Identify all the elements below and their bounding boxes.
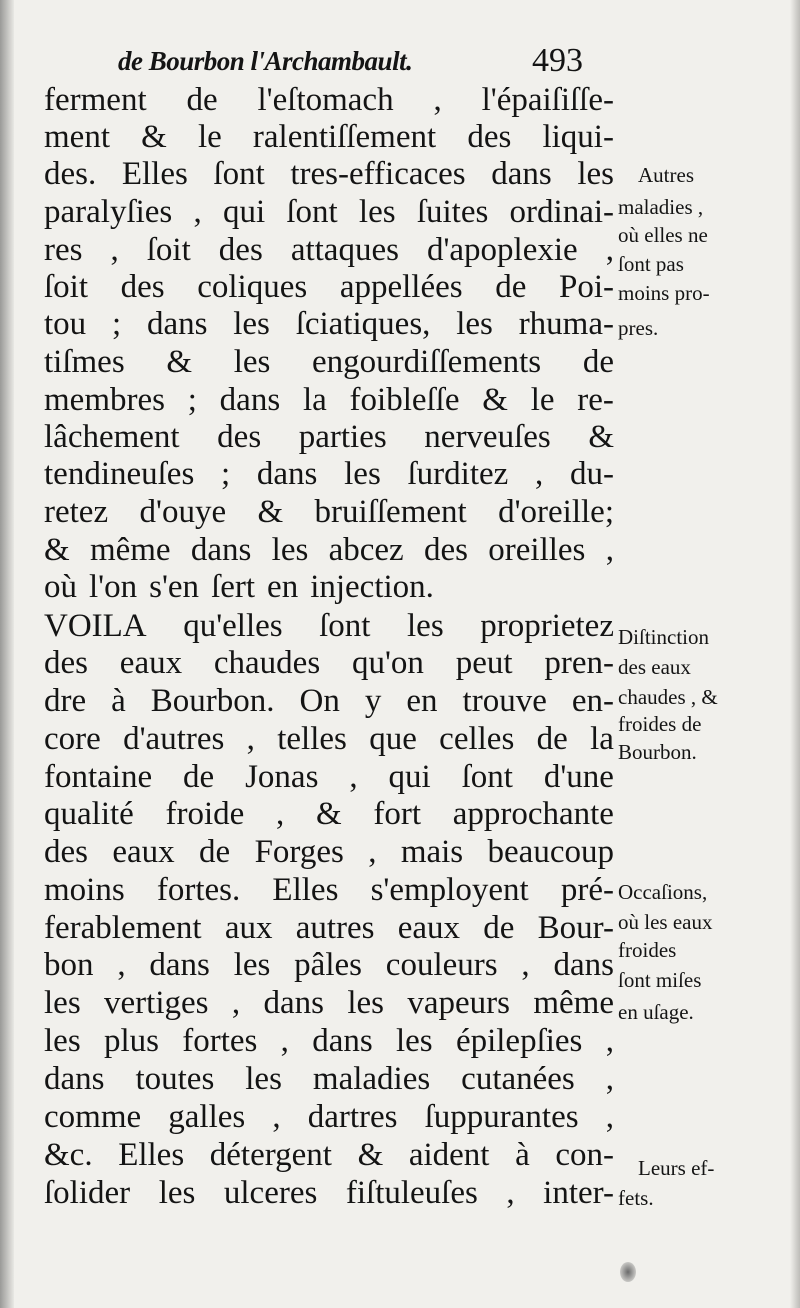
text-line [44,1023,614,1061]
text-word: fort [373,796,421,832]
text-word: Forges [254,834,344,870]
text-word: On [299,683,340,719]
margin-note-line: Occaſions, [618,880,708,904]
margin-note-line: maladies , [618,195,704,219]
text-word: à [515,1137,530,1173]
text-word: des [467,119,512,155]
text-word: en [406,683,438,719]
text-word: dans [146,306,208,342]
text-word: core [44,721,101,757]
text-word: eaux [112,834,175,870]
text-word: , [605,232,614,268]
text-word: ſciatiques, [295,306,431,342]
text-word: s'employent [370,872,529,908]
text-word: des [218,232,263,268]
text-word: d'oreille; [498,494,614,530]
text-line [44,494,614,532]
text-word: Bour- [537,910,614,946]
text-word: proprietez [480,608,614,644]
text-line [44,796,614,834]
text-word: appellées [339,269,463,305]
text-word: les [358,194,396,230]
text-word: les [158,1175,196,1211]
running-head: de Bourbon l'Archambault. [118,46,413,76]
text-word: la [302,382,327,418]
text-word: pren- [544,645,614,681]
text-word: la [590,721,614,757]
text-word: paralyſies [44,194,173,230]
text-word: Elles [121,156,188,192]
text-line [44,1137,614,1175]
text-word: dans [256,456,318,492]
text-word: comme [44,1099,142,1135]
text-word: parties [298,419,387,455]
text-word: des [44,645,88,681]
page-edge-shadow [790,0,800,1308]
text-word: qu'on [351,645,424,681]
text-word: de [186,82,218,118]
text-word: peut [455,645,513,681]
text-word: liqui- [542,119,614,155]
text-word: de [582,344,614,380]
text-word: des [44,834,88,870]
text-word: ſont [286,194,338,230]
text-word: , [280,1023,289,1059]
text-word: même [533,985,614,1021]
text-word: coliques [197,269,308,305]
text-word: telles [277,721,347,757]
text-word: aident [408,1137,490,1173]
text-word: celles [439,721,515,757]
text-word: , [605,1023,614,1059]
text-line [44,306,614,344]
text-line [44,721,614,759]
text-word: ſurditez [407,456,509,492]
text-word: bruiſſement [314,494,467,530]
text-word: détergent [209,1137,332,1173]
text-word: de [495,269,527,305]
text-word: de [536,721,568,757]
text-word: pré- [560,872,614,908]
text-word: abcez [328,532,404,568]
text-word: aux [224,910,273,946]
text-word: couleurs [385,947,498,983]
text-word: dartres [307,1099,398,1135]
text-line [44,82,614,120]
text-word: de [483,910,515,946]
text-word: eaux [397,910,461,946]
margin-note-line: Bourbon. [618,740,697,764]
text-word: tiſmes [44,344,125,380]
text-word: beaucoup [487,834,614,870]
text-word: où [44,569,77,605]
text-word: dans [149,947,210,983]
text-word: eaux [119,645,183,681]
text-word: tendineuſes [44,456,195,492]
margin-note-line: Leurs ef- [638,1156,715,1180]
text-word: que [369,721,417,757]
text-word: ; [111,306,122,342]
text-word: , [193,194,202,230]
text-word: l'on [89,569,138,605]
text-word: vapeurs [407,985,510,1021]
text-line [44,344,614,382]
text-word: , [605,532,614,568]
text-word: d'une [543,759,614,795]
text-line [44,683,614,721]
text-word: cutanées [461,1061,575,1097]
text-word: dans [190,532,252,568]
margin-note-line: où les eaux [618,910,713,934]
text-word: chaudes [213,645,321,681]
text-word: les [245,1061,282,1097]
text-word: & [482,382,508,418]
text-word: fortes [182,1023,258,1059]
text-word: même [89,532,171,568]
text-word: dans [44,1061,105,1097]
margin-note-line: ſont pas [618,252,684,276]
text-line [44,872,614,910]
text-line [44,232,614,270]
text-word: oreilles [488,532,586,568]
margin-note-line: des eaux [618,655,691,679]
text-word: , [231,985,241,1021]
text-word: & [257,494,284,530]
text-word: ſont [213,156,265,192]
text-word: & [357,1137,384,1173]
text-word: qu'elles [183,608,283,644]
text-line [44,269,614,307]
text-word: , [276,796,285,832]
text-word: du- [570,456,614,492]
margin-note-line: où elles ne [618,223,708,247]
text-word: ſont [461,759,513,795]
ink-blot [620,1262,636,1282]
margin-note-line: Diſtinction [618,625,709,649]
margin-note-line: en uſage. [618,1000,694,1024]
text-word: moins [44,872,125,908]
text-word: tou [44,306,87,342]
text-word: ordinai- [509,194,614,230]
text-word: , [349,759,358,795]
text-word: ſert [211,569,256,605]
text-word: toutes [135,1061,215,1097]
text-word: les [577,156,614,192]
text-line [44,456,614,494]
text-word: les [347,985,384,1021]
text-word: , [117,947,126,983]
text-line [44,569,614,607]
text-word: l'eſtomach [257,82,394,118]
text-word: les [395,1023,433,1059]
text-word: rhuma- [518,306,614,342]
text-word: fontaine [44,759,153,795]
text-line [44,1099,614,1137]
text-line [44,1061,614,1099]
text-word: , [272,1099,281,1135]
text-word: les [44,985,81,1021]
text-word: injection. [310,569,434,605]
text-word: le [197,119,222,155]
text-line [44,1175,614,1213]
text-word: , [535,456,544,492]
text-word: d'ouye [139,494,227,530]
margin-note-line: Autres [638,163,694,187]
text-word: & [141,119,167,155]
text-line [44,947,614,985]
text-word: d'autres [123,721,225,757]
text-word: membres [44,382,165,418]
text-word: ferablement [44,910,202,946]
text-word: Poi- [558,269,614,305]
text-word: les [233,306,270,342]
text-word: les [233,344,271,380]
text-word: fortes. [156,872,241,908]
text-word: ferment [44,82,147,118]
text-word: s'en [149,569,200,605]
text-word: les [233,947,271,983]
text-word: l'épaiſiſſe- [481,82,614,118]
text-word: , [605,1061,614,1097]
text-word: tres-efficaces [290,156,466,192]
text-word: vertiges [104,985,209,1021]
text-word: & [166,344,193,380]
text-word: ſuites [416,194,489,230]
text-word: des [217,419,262,455]
text-word: ſolider [44,1175,131,1211]
text-word: , [433,82,442,118]
text-word: mais [400,834,464,870]
text-line [44,419,614,457]
text-word: , [368,834,377,870]
text-word: re- [577,382,614,418]
text-word: ; [187,382,197,418]
text-word: res [44,232,83,268]
text-word: ſoit [146,232,191,268]
text-line [44,608,614,646]
text-word: Elles [272,872,339,908]
margin-note-line: moins pro- [618,281,710,305]
text-word: nerveuſes [424,419,551,455]
text-word: maladies [312,1061,431,1097]
margin-note-line: ſont miſes [618,968,702,992]
text-word: galles [168,1099,246,1135]
text-word: dans [263,985,324,1021]
text-word: lâchement [44,419,180,455]
text-word: ralentiſſement [252,119,437,155]
text-word: approchante [452,796,614,832]
text-word: Bourbon. [150,683,275,719]
text-word: Elles [118,1137,185,1173]
text-word: foibleſſe [349,382,460,418]
text-word: les [407,608,444,644]
text-word: qui [222,194,266,230]
page-number: 493 [532,42,583,79]
text-word: dans [312,1023,373,1059]
text-word: des [423,532,468,568]
text-word: & [588,419,614,455]
text-word: les [44,1023,81,1059]
text-word: , [605,1099,614,1135]
margin-note-line: chaudes , & [618,685,718,709]
text-word: dans [491,156,552,192]
text-word: qualité [44,796,134,832]
text-word: dans [219,382,281,418]
text-word: fiſtuleuſes [345,1175,478,1211]
text-word: plus [103,1023,159,1059]
text-word: froide [165,796,245,832]
text-word: à [111,683,126,719]
text-word: qui [388,759,431,795]
margin-note-line: froides de [618,712,702,736]
text-word: épilepſies [455,1023,583,1059]
text-word: &c. [44,1137,93,1173]
text-word: dre [44,683,87,719]
text-word: , [110,232,119,268]
text-line [44,645,614,683]
text-word: retez [44,494,109,530]
text-word: en [267,569,299,605]
text-word: attaques [290,232,399,268]
text-line [44,910,614,948]
text-word: des [120,269,165,305]
text-word: ſoit [44,269,89,305]
text-word: en- [571,683,614,719]
text-word: VOILA [44,608,147,644]
text-word: & [44,532,70,568]
text-word: le [530,382,555,418]
text-line [44,532,614,570]
text-word: ; [221,456,231,492]
text-word: ulceres [223,1175,318,1211]
text-word: dans [553,947,614,983]
margin-note-line: froides [618,938,677,962]
text-line [44,759,614,797]
text-word: les [344,456,381,492]
margin-note-line: fets. [618,1186,654,1210]
text-word: bon [44,947,94,983]
text-word: les [271,532,309,568]
text-word: & [315,796,342,832]
text-word: de [183,759,215,795]
text-word: Jonas [245,759,319,795]
text-line [44,194,614,232]
text-line [44,119,614,157]
text-line [44,156,614,194]
text-line [44,985,614,1023]
text-word: inter- [543,1175,614,1211]
text-word: engourdiſſements [312,344,542,380]
text-line [44,834,614,872]
text-word: des. [44,156,97,192]
page-header [118,42,608,86]
text-word: , [506,1175,515,1211]
margin-note-line: pres. [618,316,659,340]
text-word: ſont [319,608,371,644]
text-word: , [521,947,530,983]
text-word: ment [44,119,110,155]
text-word: y [364,683,382,719]
text-word: les [456,306,493,342]
text-word: con- [555,1137,614,1173]
text-word: d'apoplexie [426,232,578,268]
text-word: de [199,834,231,870]
text-word: autres [295,910,375,946]
text-word: ſuppurantes [424,1099,579,1135]
page-gutter-shadow [0,0,14,1308]
text-word: trouve [462,683,547,719]
text-word: , [246,721,255,757]
text-line [44,382,614,420]
text-word: pâles [294,947,362,983]
